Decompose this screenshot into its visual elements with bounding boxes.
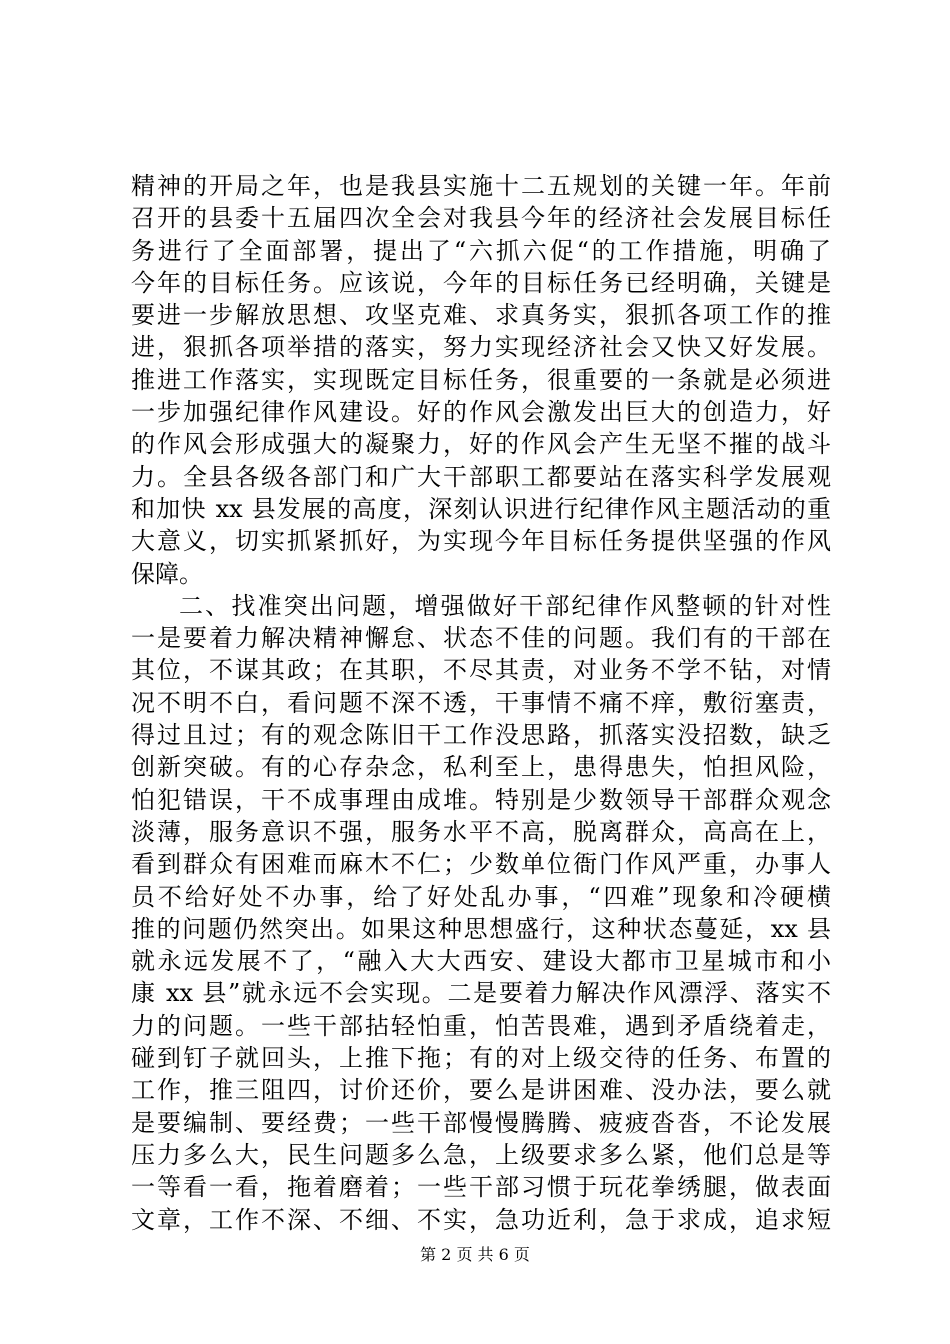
text-line: 压力多么大，民生问题多么急，上级要求多么紧，他们总是等 — [131, 1140, 831, 1169]
text-line: 推的问题仍然突出。如果这种思想盛行，这种状态蔓延，xx 县 — [131, 914, 831, 943]
text-line: 怕犯错误，干不成事理由成堆。特别是少数领导干部群众观念 — [131, 785, 831, 814]
text-line: 是要编制、要经费；一些干部慢慢腾腾、疲疲沓沓，不论发展 — [131, 1108, 831, 1137]
text-line: 得过且过；有的观念陈旧干工作没思路，抓落实没招数，缺乏 — [131, 721, 831, 750]
text-line: 召开的县委十五届四次全会对我县今年的经济社会发展目标任 — [131, 204, 831, 233]
text-line: 工作，推三阻四，讨价还价，要么是讲困难、没办法，要么就 — [131, 1076, 831, 1105]
text-line: 员不给好处不办事，给了好处乱办事，“四难”现象和冷硬横 — [131, 882, 831, 911]
document-body — [131, 170, 831, 1236]
text-line: 进，狠抓各项举措的落实，努力实现经济社会又快又好发展。 — [131, 333, 831, 362]
text-line: 要进一步解放思想、攻坚克难、求真务实，狠抓各项工作的推 — [131, 301, 831, 330]
text-line: 其位，不谋其政；在其职，不尽其责，对业务不学不钻，对情 — [131, 656, 831, 685]
text-line: 一等看一看，拖着磨着；一些干部习惯于玩花拳绣腿，做表面 — [131, 1173, 831, 1202]
text-line: 文章，工作不深、不细、不实，急功近利，急于求成，追求短 — [131, 1205, 831, 1234]
text-line: 一是要着力解决精神懈怠、状态不佳的问题。我们有的干部在 — [131, 624, 831, 653]
text-line: 康 xx 县”就永远不会实现。二是要着力解决作风漂浮、落实不 — [131, 979, 831, 1008]
text-line: 大意义，切实抓紧抓好，为实现今年目标任务提供坚强的作风 — [131, 527, 831, 556]
text-line: 一步加强纪律作风建设。好的作风会激发出巨大的创造力，好 — [131, 398, 831, 427]
text-line: 今年的目标任务。应该说，今年的目标任务已经明确，关键是 — [131, 268, 831, 297]
text-line: 精神的开局之年，也是我县实施十二五规划的关键一年。年前 — [131, 172, 831, 200]
text-line: 和加快 xx 县发展的高度，深刻认识进行纪律作风主题活动的重 — [131, 494, 831, 523]
text-line: 淡薄，服务意识不强，服务水平不高，脱离群众，高高在上， — [131, 817, 831, 846]
text-line: 务进行了全面部署，提出了“六抓六促“的工作措施，明确了 — [131, 236, 831, 265]
text-line: 力的问题。一些干部拈轻怕重，怕苦畏难，遇到矛盾绕着走， — [131, 1011, 831, 1040]
text-line: 看到群众有困难而麻木不仁；少数单位衙门作风严重，办事人 — [131, 850, 831, 879]
text-line: 碰到钉子就回头，上推下拖；有的对上级交待的任务、布置的 — [131, 1044, 831, 1073]
text-line: 推进工作落实，实现既定目标任务，很重要的一条就是必须进 — [131, 365, 831, 394]
page-number-footer: 第 2 页 共 6 页 — [420, 1245, 530, 1264]
text-line: 创新突破。有的心存杂念，私利至上，患得患失，怕担风险， — [131, 753, 831, 782]
text-line: 力。全县各级各部门和广大干部职工都要站在落实科学发展观 — [131, 462, 831, 491]
text-line: 况不明不白，看问题不深不透，干事情不痛不痒，敷衍塞责， — [131, 688, 831, 717]
text-line: 的作风会形成强大的凝聚力，好的作风会产生无坚不摧的战斗 — [131, 430, 831, 459]
text-line: 保障。 — [131, 559, 203, 588]
section-heading: 二、找准突出问题，增强做好干部纪律作风整顿的针对性 — [179, 591, 831, 620]
text-line: 就永远发展不了，“融入大大西安、建设大都市卫星城市和小 — [131, 947, 831, 976]
